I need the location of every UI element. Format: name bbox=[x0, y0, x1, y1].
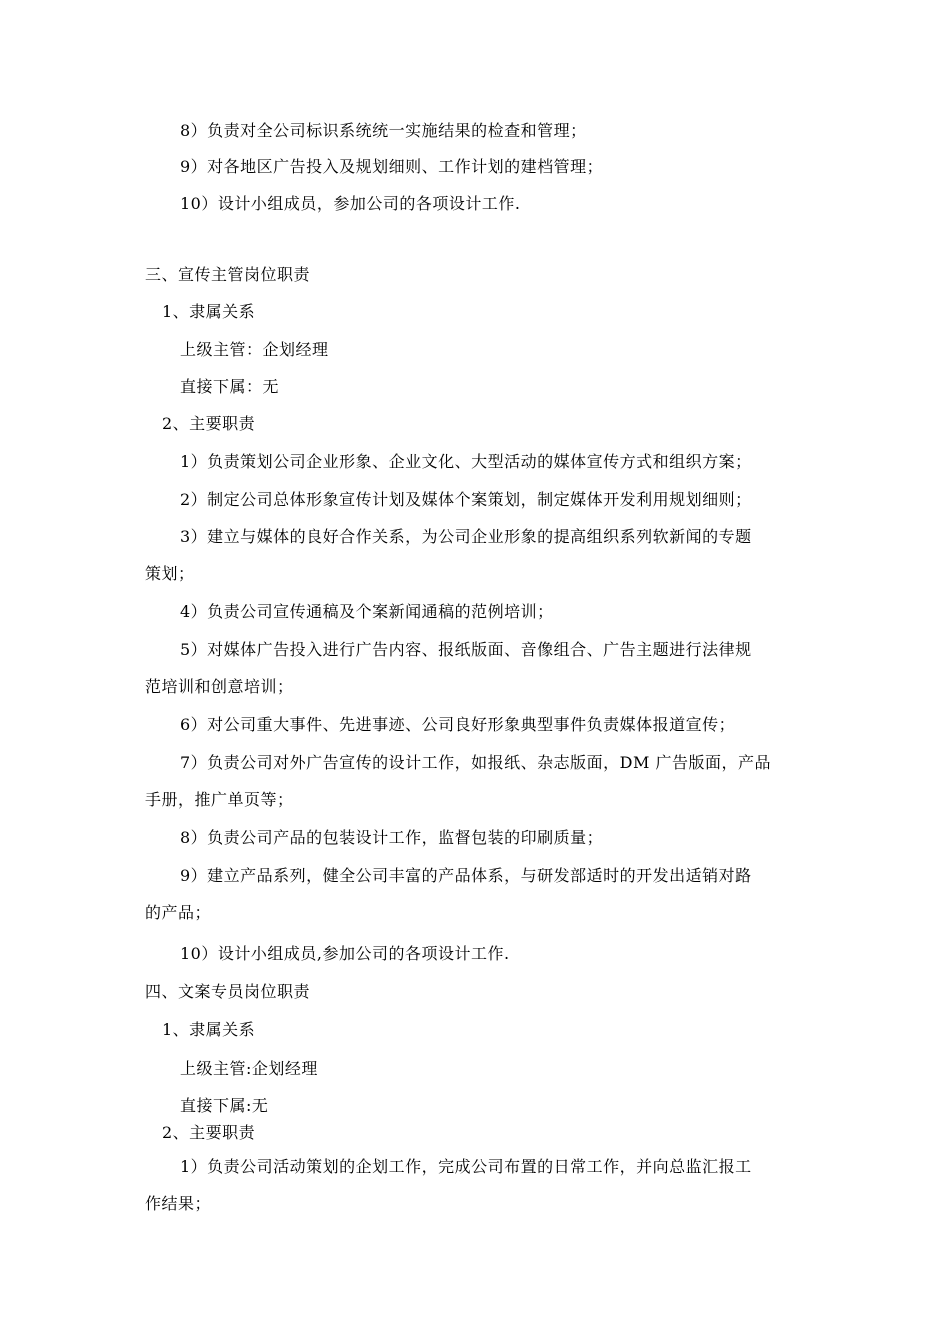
subsection-heading: 2、主要职责 bbox=[162, 414, 256, 433]
duty-item-9: 9）建立产品系列，健全公司丰富的产品体系，与研发部适时的开发出适销对路 bbox=[180, 866, 752, 885]
duty-item-7-cont: 手册，推广单页等； bbox=[145, 790, 294, 809]
duty-item-2: 2）制定公司总体形象宣传计划及媒体个案策划，制定媒体开发利用规划细则； bbox=[180, 490, 752, 509]
duty-item-1: 1）负责公司活动策划的企划工作，完成公司布置的日常工作，并向总监汇报工 bbox=[180, 1157, 752, 1176]
duty-item-7: 7）负责公司对外广告宣传的设计工作，如报纸、杂志版面，DM 广告版面，产品 bbox=[180, 753, 771, 772]
subsection-heading: 1、隶属关系 bbox=[162, 302, 256, 321]
duty-item-3: 3）建立与媒体的良好合作关系，为公司企业形象的提高组织系列软新闻的专题 bbox=[180, 527, 752, 546]
duty-item-5-cont: 范培训和创意培训； bbox=[145, 677, 294, 696]
duty-item-3-cont: 策划； bbox=[145, 564, 195, 583]
duty-item-9: 9）对各地区广告投入及规划细则、工作计划的建档管理； bbox=[180, 157, 604, 176]
duty-item-8: 8）负责对全公司标识系统统一实施结果的检查和管理； bbox=[180, 121, 587, 140]
superior-line: 上级主管:企划经理 bbox=[180, 1059, 318, 1078]
duty-item-4: 4）负责公司宣传通稿及个案新闻通稿的范例培训； bbox=[180, 602, 554, 621]
section-heading: 三、宣传主管岗位职责 bbox=[145, 265, 311, 284]
subsection-heading: 2、主要职责 bbox=[162, 1123, 256, 1142]
duty-item-8: 8）负责公司产品的包装设计工作，监督包装的印刷质量； bbox=[180, 828, 604, 847]
subordinate-line: 直接下属：无 bbox=[180, 377, 280, 396]
subordinate-line: 直接下属:无 bbox=[180, 1096, 269, 1115]
subsection-heading: 1、隶属关系 bbox=[162, 1020, 256, 1039]
duty-item-10: 10）设计小组成员，参加公司的各项设计工作. bbox=[180, 194, 521, 213]
section-heading: 四、文案专员岗位职责 bbox=[145, 982, 311, 1001]
duty-item-1-cont: 作结果； bbox=[145, 1194, 212, 1213]
duty-item-10: 10）设计小组成员,参加公司的各项设计工作. bbox=[180, 944, 510, 963]
superior-line: 上级主管：企划经理 bbox=[180, 340, 329, 359]
duty-item-9-cont: 的产品； bbox=[145, 903, 212, 922]
duty-item-1: 1）负责策划公司企业形象、企业文化、大型活动的媒体宣传方式和组织方案； bbox=[180, 452, 752, 471]
duty-item-6: 6）对公司重大事件、先进事迹、公司良好形象典型事件负责媒体报道宣传； bbox=[180, 715, 736, 734]
duty-item-5: 5）对媒体广告投入进行广告内容、报纸版面、音像组合、广告主题进行法律规 bbox=[180, 640, 752, 659]
